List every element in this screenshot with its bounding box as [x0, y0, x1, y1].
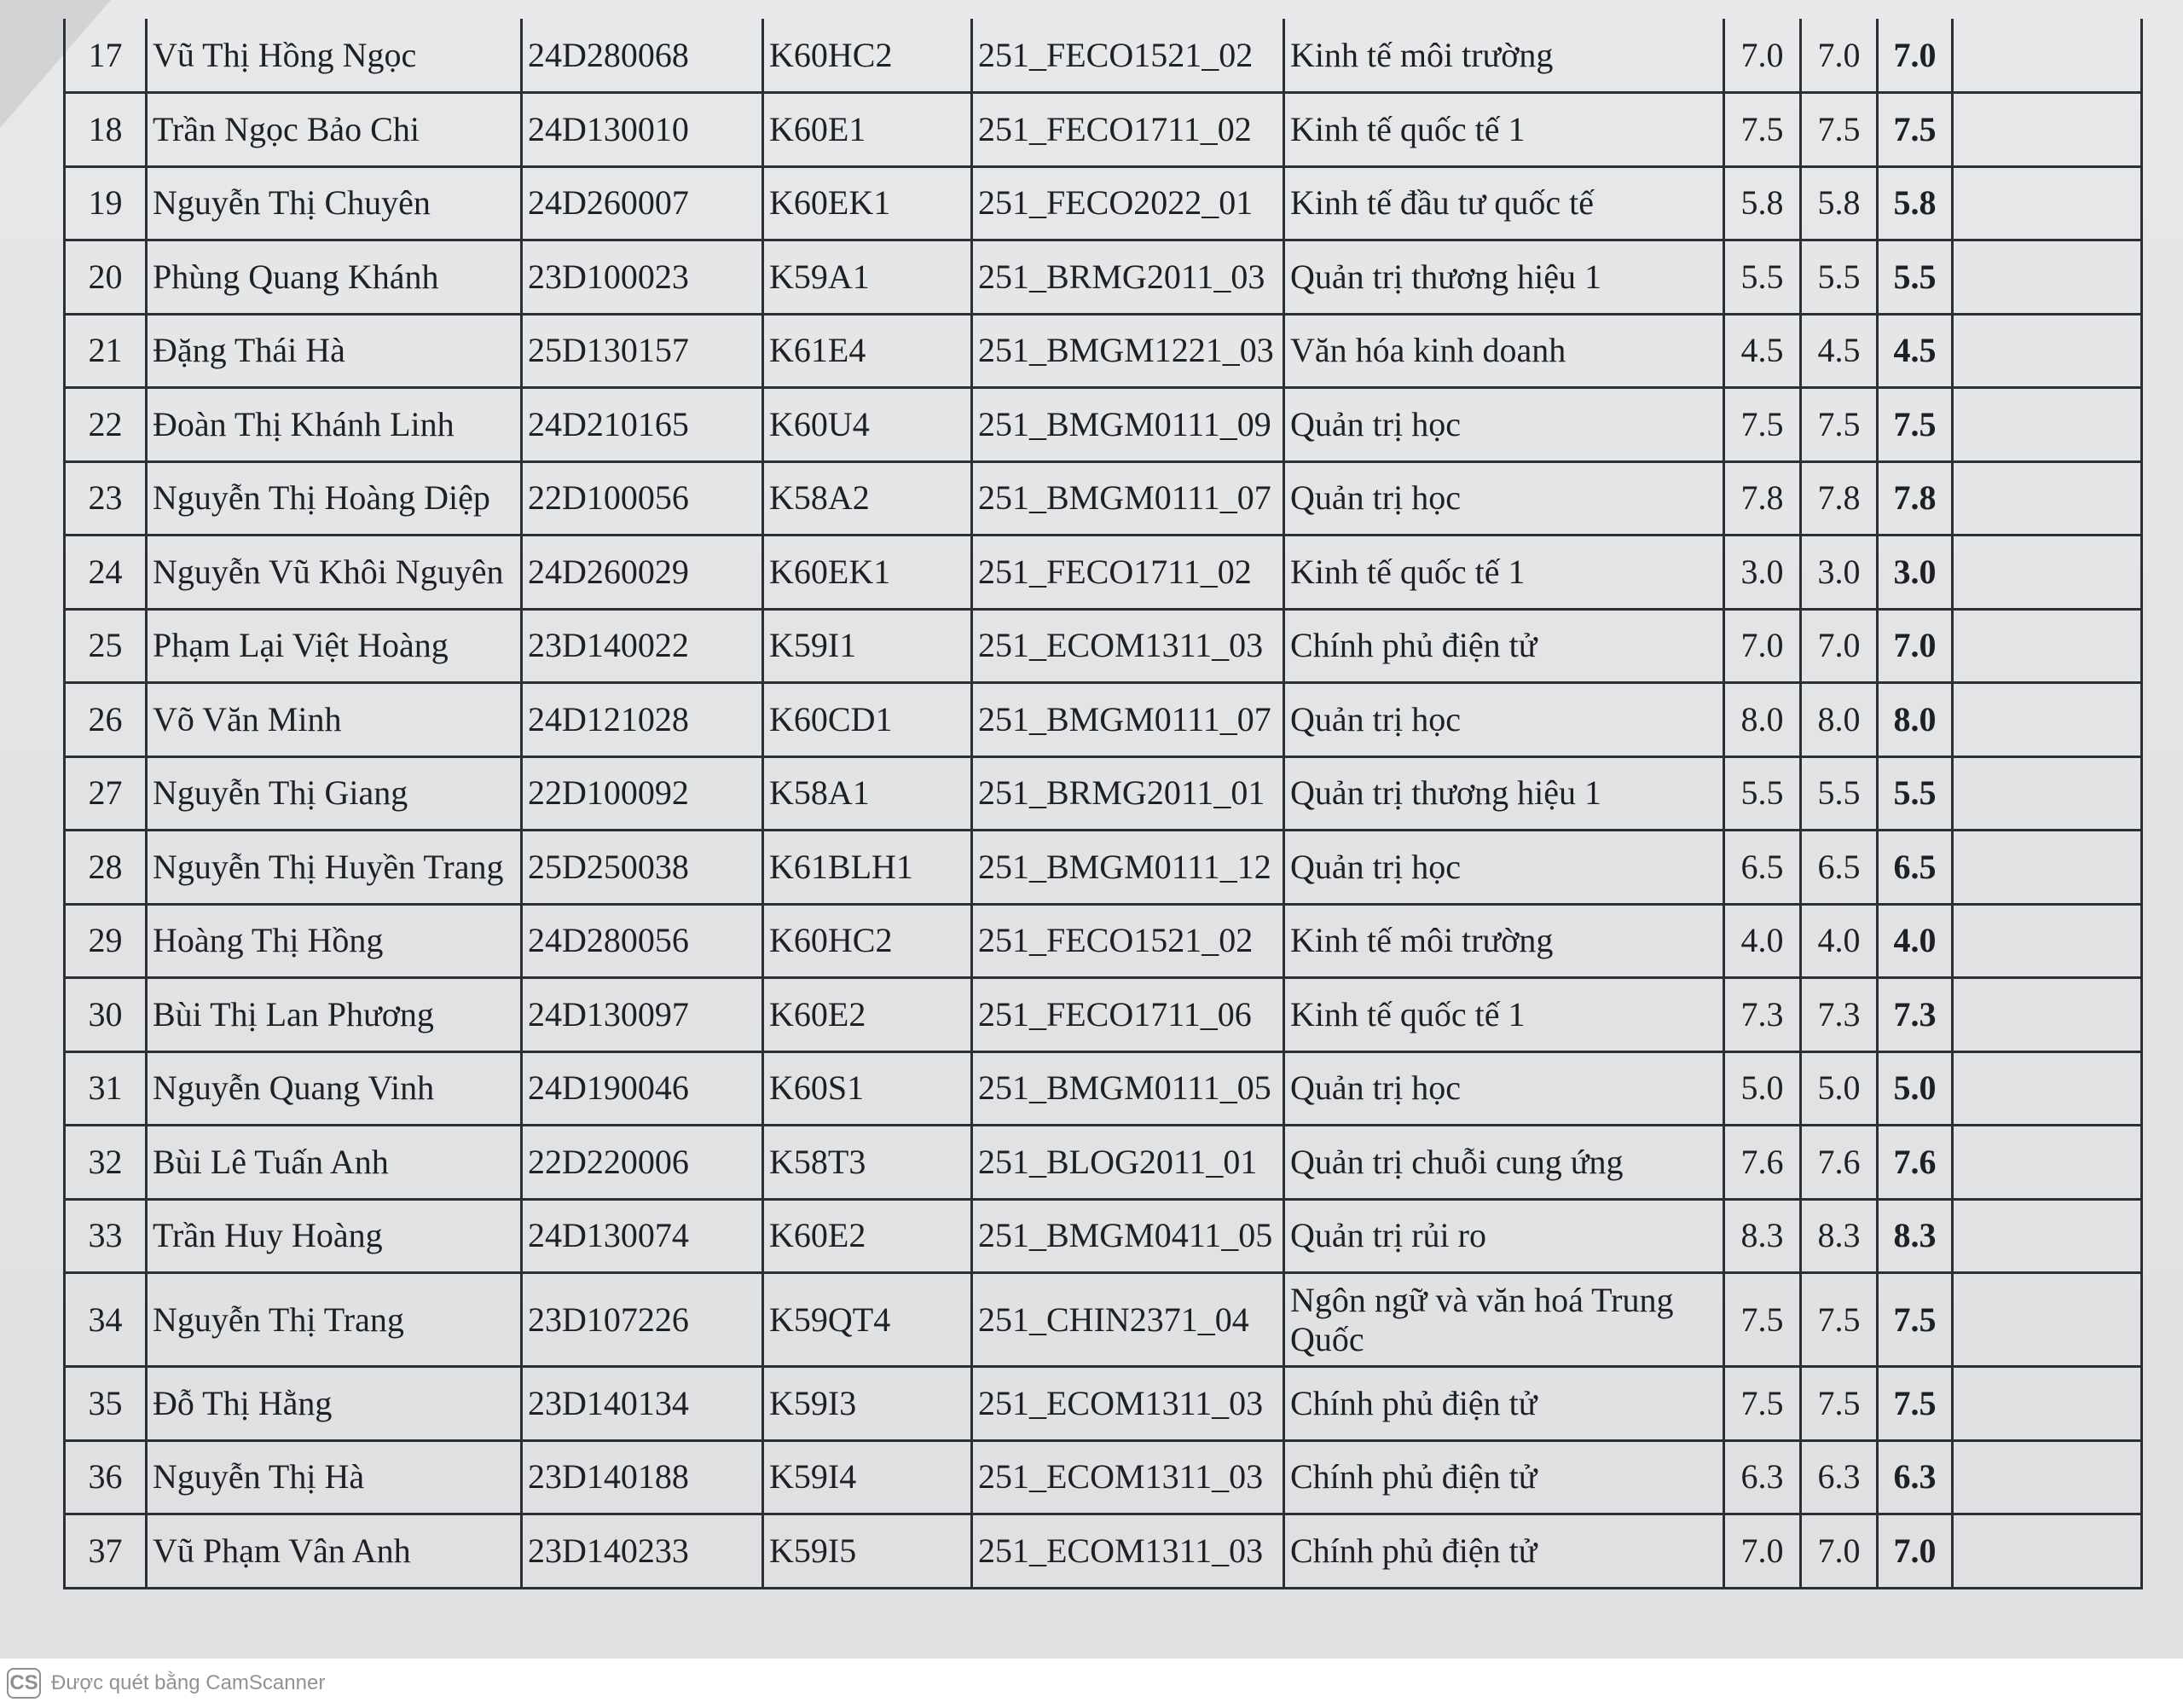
cell-student-id: 23D140188	[522, 1440, 763, 1514]
cell-score-2: 7.5	[1801, 388, 1878, 462]
cell-subject: Chính phủ điện tử	[1284, 609, 1724, 683]
cell-note	[1953, 19, 2142, 93]
cell-subject: Quản trị học	[1284, 461, 1724, 536]
cell-class: K60CD1	[763, 683, 972, 757]
table-row	[65, 536, 2142, 610]
cell-note	[1953, 314, 2142, 388]
cell-score-1: 6.5	[1724, 831, 1801, 905]
cell-score-2: 8.3	[1801, 1199, 1878, 1273]
cell-student-id: 23D100023	[522, 240, 763, 315]
cell-final-score: 7.0	[1878, 19, 1953, 93]
cell-class: K61E4	[763, 314, 972, 388]
cell-score-2: 4.0	[1801, 904, 1878, 978]
cell-subject: Chính phủ điện tử	[1284, 1367, 1724, 1441]
cell-course-code: 251_FECO1711_02	[972, 93, 1284, 167]
cell-stt: 30	[65, 978, 147, 1052]
cell-final-score: 5.5	[1878, 756, 1953, 831]
cell-course-code: 251_FECO1711_06	[972, 978, 1284, 1052]
cell-score-2: 8.0	[1801, 683, 1878, 757]
cell-course-code: 251_BMGM0111_05	[972, 1051, 1284, 1126]
cell-score-1: 7.5	[1724, 93, 1801, 167]
cell-course-code: 251_BMGM0111_12	[972, 831, 1284, 905]
cell-class: K59A1	[763, 240, 972, 315]
cell-subject: Quản trị chuỗi cung ứng	[1284, 1126, 1724, 1200]
cell-final-score: 5.8	[1878, 166, 1953, 240]
cell-stt: 34	[65, 1273, 147, 1367]
cell-stt: 20	[65, 240, 147, 315]
cell-subject: Chính phủ điện tử	[1284, 1440, 1724, 1514]
cell-stt: 33	[65, 1199, 147, 1273]
table-row	[65, 1126, 2142, 1200]
cell-student-name: Đặng Thái Hà	[147, 314, 522, 388]
cell-student-id: 23D107226	[522, 1273, 763, 1367]
cell-note	[1953, 536, 2142, 610]
cell-note	[1953, 1440, 2142, 1514]
table-row	[65, 388, 2142, 462]
table-row	[65, 978, 2142, 1052]
cell-score-2: 7.0	[1801, 609, 1878, 683]
cell-class: K58A2	[763, 461, 972, 536]
cell-student-id: 24D130074	[522, 1199, 763, 1273]
cell-note	[1953, 904, 2142, 978]
cell-course-code: 251_BMGM0111_09	[972, 388, 1284, 462]
cell-subject: Quản trị học	[1284, 831, 1724, 905]
cell-final-score: 7.5	[1878, 388, 1953, 462]
cell-score-2: 3.0	[1801, 536, 1878, 610]
cell-student-name: Bùi Thị Lan Phương	[147, 978, 522, 1052]
cell-final-score: 6.5	[1878, 831, 1953, 905]
cell-score-2: 7.0	[1801, 19, 1878, 93]
cell-student-id: 24D280056	[522, 904, 763, 978]
cell-class: K60HC2	[763, 904, 972, 978]
cell-subject: Văn hóa kinh doanh	[1284, 314, 1724, 388]
table-row	[65, 1514, 2142, 1589]
cell-stt: 29	[65, 904, 147, 978]
cell-student-name: Đỗ Thị Hằng	[147, 1367, 522, 1441]
cell-student-id: 24D130097	[522, 978, 763, 1052]
table-row	[65, 756, 2142, 831]
cell-student-id: 24D210165	[522, 388, 763, 462]
cell-score-2: 7.5	[1801, 1273, 1878, 1367]
cell-stt: 35	[65, 1367, 147, 1441]
cell-subject: Kinh tế môi trường	[1284, 904, 1724, 978]
cell-stt: 36	[65, 1440, 147, 1514]
cell-student-id: 25D250038	[522, 831, 763, 905]
cell-student-name: Đoàn Thị Khánh Linh	[147, 388, 522, 462]
cell-student-name: Hoàng Thị Hồng	[147, 904, 522, 978]
cell-final-score: 5.5	[1878, 240, 1953, 315]
cell-student-name: Bùi Lê Tuấn Anh	[147, 1126, 522, 1200]
cell-course-code: 251_BMGM1221_03	[972, 314, 1284, 388]
cell-score-1: 7.6	[1724, 1126, 1801, 1200]
cell-student-name: Nguyễn Thị Huyền Trang	[147, 831, 522, 905]
cell-student-id: 22D220006	[522, 1126, 763, 1200]
table-row	[65, 314, 2142, 388]
table-row	[65, 1273, 2142, 1367]
cell-score-1: 8.0	[1724, 683, 1801, 757]
cell-note	[1953, 1514, 2142, 1589]
cell-class: K59I1	[763, 609, 972, 683]
cell-course-code: 251_BRMG2011_01	[972, 756, 1284, 831]
cell-note	[1953, 978, 2142, 1052]
cell-score-2: 7.6	[1801, 1126, 1878, 1200]
cell-score-2: 5.8	[1801, 166, 1878, 240]
table-row	[65, 1367, 2142, 1441]
cell-stt: 22	[65, 388, 147, 462]
cell-final-score: 3.0	[1878, 536, 1953, 610]
cell-score-1: 6.3	[1724, 1440, 1801, 1514]
cell-course-code: 251_BMGM0111_07	[972, 461, 1284, 536]
table-row	[65, 1440, 2142, 1514]
cell-score-1: 7.0	[1724, 1514, 1801, 1589]
cell-course-code: 251_FECO2022_01	[972, 166, 1284, 240]
cell-class: K59I4	[763, 1440, 972, 1514]
cell-note	[1953, 1367, 2142, 1441]
cell-student-id: 23D140022	[522, 609, 763, 683]
table-body	[65, 19, 2142, 1588]
scanner-footer	[0, 1659, 2183, 1708]
cell-course-code: 251_ECOM1311_03	[972, 609, 1284, 683]
cell-course-code: 251_BMGM0111_07	[972, 683, 1284, 757]
cell-score-2: 7.5	[1801, 93, 1878, 167]
cell-student-name: Nguyễn Vũ Khôi Nguyên	[147, 536, 522, 610]
cell-stt: 23	[65, 461, 147, 536]
cell-final-score: 7.5	[1878, 1273, 1953, 1367]
cell-score-1: 5.5	[1724, 756, 1801, 831]
cell-class: K58T3	[763, 1126, 972, 1200]
cell-subject: Quản trị thương hiệu 1	[1284, 756, 1724, 831]
cell-score-1: 7.5	[1724, 1367, 1801, 1441]
cell-score-1: 7.5	[1724, 1273, 1801, 1367]
table-row	[65, 831, 2142, 905]
cell-student-id: 22D100056	[522, 461, 763, 536]
table-row	[65, 1199, 2142, 1273]
cell-score-1: 5.5	[1724, 240, 1801, 315]
cell-score-2: 5.5	[1801, 756, 1878, 831]
cell-note	[1953, 1051, 2142, 1126]
cell-stt: 19	[65, 166, 147, 240]
cell-student-name: Nguyễn Thị Chuyên	[147, 166, 522, 240]
cell-course-code: 251_BRMG2011_03	[972, 240, 1284, 315]
cell-student-name: Trần Ngọc Bảo Chi	[147, 93, 522, 167]
cell-stt: 26	[65, 683, 147, 757]
cell-subject: Quản trị rủi ro	[1284, 1199, 1724, 1273]
table-row	[65, 904, 2142, 978]
table-row	[65, 240, 2142, 315]
cell-score-2: 7.0	[1801, 1514, 1878, 1589]
cell-final-score: 7.6	[1878, 1126, 1953, 1200]
cell-course-code: 251_FECO1711_02	[972, 536, 1284, 610]
cell-student-id: 23D140134	[522, 1367, 763, 1441]
cell-subject: Quản trị học	[1284, 1051, 1724, 1126]
cell-stt: 31	[65, 1051, 147, 1126]
cell-score-2: 7.5	[1801, 1367, 1878, 1441]
cell-score-2: 5.5	[1801, 240, 1878, 315]
cell-class: K58A1	[763, 756, 972, 831]
cell-score-1: 7.3	[1724, 978, 1801, 1052]
cell-stt: 17	[65, 19, 147, 93]
cell-score-1: 7.8	[1724, 461, 1801, 536]
cell-student-name: Nguyễn Quang Vinh	[147, 1051, 522, 1126]
cell-score-1: 5.0	[1724, 1051, 1801, 1126]
cell-course-code: 251_ECOM1311_03	[972, 1514, 1284, 1589]
cell-score-1: 7.0	[1724, 19, 1801, 93]
cell-note	[1953, 461, 2142, 536]
cell-stt: 32	[65, 1126, 147, 1200]
cell-class: K59QT4	[763, 1273, 972, 1367]
grade-table	[63, 19, 2143, 1589]
cell-student-id: 24D260029	[522, 536, 763, 610]
cell-subject: Kinh tế môi trường	[1284, 19, 1724, 93]
cell-subject: Chính phủ điện tử	[1284, 1514, 1724, 1589]
cell-final-score: 5.0	[1878, 1051, 1953, 1126]
cell-stt: 37	[65, 1514, 147, 1589]
cell-course-code: 251_ECOM1311_03	[972, 1367, 1284, 1441]
cell-course-code: 251_BMGM0411_05	[972, 1199, 1284, 1273]
cell-note	[1953, 166, 2142, 240]
table-row	[65, 683, 2142, 757]
cell-class: K60E2	[763, 978, 972, 1052]
cell-final-score: 8.0	[1878, 683, 1953, 757]
cell-stt: 25	[65, 609, 147, 683]
cell-score-2: 4.5	[1801, 314, 1878, 388]
cell-subject: Quản trị thương hiệu 1	[1284, 240, 1724, 315]
cell-student-name: Võ Văn Minh	[147, 683, 522, 757]
scanner-watermark-text: Được quét bằng CamScanner	[51, 1671, 326, 1694]
cell-class: K60E2	[763, 1199, 972, 1273]
cell-student-id: 24D260007	[522, 166, 763, 240]
table-row	[65, 166, 2142, 240]
cell-score-2: 6.5	[1801, 831, 1878, 905]
cell-student-name: Nguyễn Thị Trang	[147, 1273, 522, 1367]
cell-class: K60U4	[763, 388, 972, 462]
cell-final-score: 7.8	[1878, 461, 1953, 536]
cell-score-1: 7.5	[1724, 388, 1801, 462]
cell-final-score: 7.0	[1878, 609, 1953, 683]
cell-final-score: 4.5	[1878, 314, 1953, 388]
cell-final-score: 7.3	[1878, 978, 1953, 1052]
table-row	[65, 93, 2142, 167]
cell-score-2: 5.0	[1801, 1051, 1878, 1126]
cell-stt: 18	[65, 93, 147, 167]
cell-score-1: 3.0	[1724, 536, 1801, 610]
cell-class: K61BLH1	[763, 831, 972, 905]
cell-subject: Kinh tế quốc tế 1	[1284, 536, 1724, 610]
cell-score-1: 8.3	[1724, 1199, 1801, 1273]
cell-stt: 28	[65, 831, 147, 905]
cell-note	[1953, 609, 2142, 683]
cell-final-score: 7.5	[1878, 93, 1953, 167]
camscanner-logo: CS	[7, 1668, 41, 1699]
cell-course-code: 251_BLOG2011_01	[972, 1126, 1284, 1200]
cell-stt: 24	[65, 536, 147, 610]
cell-subject: Quản trị học	[1284, 388, 1724, 462]
cell-note	[1953, 831, 2142, 905]
cell-student-name: Nguyễn Thị Hoàng Diệp	[147, 461, 522, 536]
cell-subject: Kinh tế đầu tư quốc tế	[1284, 166, 1724, 240]
cell-course-code: 251_FECO1521_02	[972, 904, 1284, 978]
cell-student-id: 24D190046	[522, 1051, 763, 1126]
cell-score-1: 5.8	[1724, 166, 1801, 240]
cell-note	[1953, 756, 2142, 831]
cell-student-name: Nguyễn Thị Hà	[147, 1440, 522, 1514]
table-row	[65, 461, 2142, 536]
cell-student-name: Nguyễn Thị Giang	[147, 756, 522, 831]
cell-stt: 27	[65, 756, 147, 831]
cell-class: K60E1	[763, 93, 972, 167]
cell-course-code: 251_CHIN2371_04	[972, 1273, 1284, 1367]
cell-student-id: 24D280068	[522, 19, 763, 93]
cell-final-score: 7.5	[1878, 1367, 1953, 1441]
cell-note	[1953, 1273, 2142, 1367]
cell-subject: Ngôn ngữ và văn hoá Trung Quốc	[1284, 1273, 1724, 1367]
cell-class: K60EK1	[763, 166, 972, 240]
cell-student-id: 22D100092	[522, 756, 763, 831]
cell-note	[1953, 683, 2142, 757]
cell-class: K59I5	[763, 1514, 972, 1589]
cell-student-name: Phùng Quang Khánh	[147, 240, 522, 315]
cell-final-score: 7.0	[1878, 1514, 1953, 1589]
cell-score-2: 7.3	[1801, 978, 1878, 1052]
cell-score-2: 7.8	[1801, 461, 1878, 536]
cell-student-id: 24D130010	[522, 93, 763, 167]
cell-course-code: 251_ECOM1311_03	[972, 1440, 1284, 1514]
table-row	[65, 609, 2142, 683]
cell-subject: Kinh tế quốc tế 1	[1284, 978, 1724, 1052]
cell-student-name: Trần Huy Hoàng	[147, 1199, 522, 1273]
cell-stt: 21	[65, 314, 147, 388]
cell-final-score: 4.0	[1878, 904, 1953, 978]
cell-class: K60S1	[763, 1051, 972, 1126]
cell-score-1: 7.0	[1724, 609, 1801, 683]
cell-score-2: 6.3	[1801, 1440, 1878, 1514]
cell-course-code: 251_FECO1521_02	[972, 19, 1284, 93]
cell-student-name: Phạm Lại Việt Hoàng	[147, 609, 522, 683]
cell-class: K59I3	[763, 1367, 972, 1441]
cell-student-id: 23D140233	[522, 1514, 763, 1589]
cell-student-id: 24D121028	[522, 683, 763, 757]
cell-student-name: Vũ Thị Hồng Ngọc	[147, 19, 522, 93]
cell-score-1: 4.0	[1724, 904, 1801, 978]
cell-note	[1953, 1126, 2142, 1200]
cell-class: K60EK1	[763, 536, 972, 610]
cell-final-score: 6.3	[1878, 1440, 1953, 1514]
table-row	[65, 19, 2142, 93]
cell-note	[1953, 93, 2142, 167]
cell-score-1: 4.5	[1724, 314, 1801, 388]
cell-class: K60HC2	[763, 19, 972, 93]
cell-subject: Quản trị học	[1284, 683, 1724, 757]
cell-subject: Kinh tế quốc tế 1	[1284, 93, 1724, 167]
cell-note	[1953, 240, 2142, 315]
cell-student-id: 25D130157	[522, 314, 763, 388]
cell-note	[1953, 388, 2142, 462]
cell-student-name: Vũ Phạm Vân Anh	[147, 1514, 522, 1589]
cell-note	[1953, 1199, 2142, 1273]
cell-final-score: 8.3	[1878, 1199, 1953, 1273]
table-row	[65, 1051, 2142, 1126]
